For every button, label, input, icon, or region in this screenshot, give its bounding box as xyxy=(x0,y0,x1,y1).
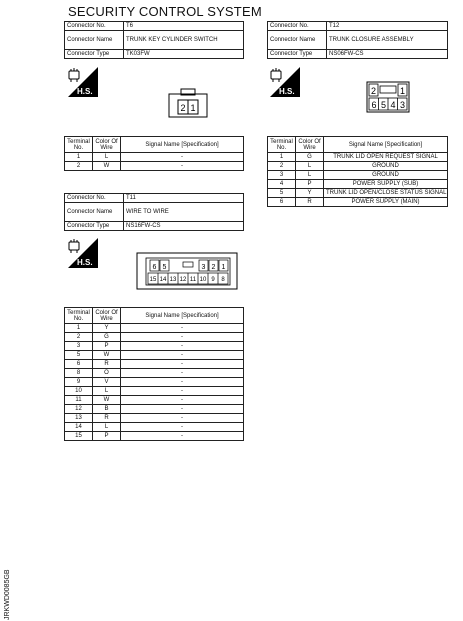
wire-color-cell: Y xyxy=(93,324,121,333)
value-connector-type: TK03FW xyxy=(124,50,244,59)
pin-label: 13 xyxy=(169,277,177,283)
header-terminal: Terminal No. xyxy=(65,137,93,153)
page-title: SECURITY CONTROL SYSTEM xyxy=(68,4,262,19)
table-row xyxy=(65,414,244,423)
wire-color-cell: V xyxy=(93,378,121,387)
header-signal: Signal Name [Specification] xyxy=(324,137,448,153)
harness-side-icon xyxy=(66,236,100,270)
pin-label: 5 xyxy=(162,264,167,271)
signal-cell: - xyxy=(121,405,244,414)
table-row xyxy=(65,387,244,396)
signal-cell: - xyxy=(121,387,244,396)
pin-label: 2 xyxy=(370,86,377,96)
wire-color-cell: L xyxy=(296,171,324,180)
table-row xyxy=(268,171,448,180)
terminal-cell: 2 xyxy=(268,162,296,171)
terminal-cell: 11 xyxy=(65,396,93,405)
pin-label: 8 xyxy=(221,277,225,283)
signal-cell: TRUNK LID OPEN REQUEST SIGNAL xyxy=(324,153,448,162)
pin-label: 3 xyxy=(201,264,206,271)
table-row xyxy=(65,432,244,441)
table-row xyxy=(65,378,244,387)
terminal-cell: 1 xyxy=(65,324,93,333)
table-row xyxy=(65,342,244,351)
pin-label: 6 xyxy=(152,264,157,271)
pin-label: 1 xyxy=(399,86,406,96)
pin-label: 5 xyxy=(380,100,387,110)
connector-face-t12 xyxy=(366,81,410,113)
header-signal: Signal Name [Specification] xyxy=(121,137,244,153)
label-connector-type: Connector Type xyxy=(65,222,124,231)
wire-color-cell: W xyxy=(93,351,121,360)
signal-cell: - xyxy=(121,396,244,405)
value-connector-type: NS16FW-CS xyxy=(124,222,244,231)
terminal-cell: 10 xyxy=(65,387,93,396)
terminal-cell: 2 xyxy=(65,333,93,342)
pin-label: 1 xyxy=(190,103,196,113)
connector-info-t11 xyxy=(64,193,244,231)
table-row xyxy=(65,333,244,342)
header-color: Color Of Wire xyxy=(93,137,121,153)
pin-table-t6 xyxy=(64,136,244,171)
terminal-cell: 15 xyxy=(65,432,93,441)
label-connector-no: Connector No. xyxy=(65,22,124,31)
table-row xyxy=(65,360,244,369)
wire-color-cell: R xyxy=(93,360,121,369)
wire-color-cell: L xyxy=(93,153,121,162)
header-terminal: Terminal No. xyxy=(65,308,93,324)
signal-cell: - xyxy=(121,153,244,162)
wire-color-cell: W xyxy=(93,162,121,171)
wire-color-cell: O xyxy=(93,369,121,378)
hs-label: H.S. xyxy=(279,87,295,96)
label-connector-type: Connector Type xyxy=(65,50,124,59)
terminal-cell: 9 xyxy=(65,378,93,387)
pin-label: 12 xyxy=(179,277,187,283)
signal-cell: - xyxy=(121,369,244,378)
pin-label: 3 xyxy=(399,100,406,110)
wire-color-cell: G xyxy=(296,153,324,162)
terminal-cell: 1 xyxy=(65,153,93,162)
table-row xyxy=(65,162,244,171)
table-row xyxy=(65,351,244,360)
signal-cell: - xyxy=(121,378,244,387)
header-terminal: Terminal No. xyxy=(268,137,296,153)
wire-color-cell: L xyxy=(296,162,324,171)
table-row xyxy=(65,369,244,378)
terminal-cell: 12 xyxy=(65,405,93,414)
terminal-cell: 2 xyxy=(65,162,93,171)
value-connector-name: WIRE TO WIRE xyxy=(124,203,244,222)
value-connector-name: TRUNK CLOSURE ASSEMBLY xyxy=(327,31,448,50)
table-row xyxy=(65,423,244,432)
wire-color-cell: L xyxy=(93,387,121,396)
wire-color-cell: P xyxy=(93,342,121,351)
terminal-cell: 1 xyxy=(268,153,296,162)
pin-label: 15 xyxy=(149,277,157,283)
pin-label: 10 xyxy=(199,277,207,283)
terminal-cell: 4 xyxy=(268,180,296,189)
signal-cell: GROUND xyxy=(324,171,448,180)
terminal-cell: 13 xyxy=(65,414,93,423)
header-color: Color Of Wire xyxy=(93,308,121,324)
table-row xyxy=(268,189,448,198)
terminal-cell: 14 xyxy=(65,423,93,432)
signal-cell: GROUND xyxy=(324,162,448,171)
table-row xyxy=(65,405,244,414)
pin-table-t11 xyxy=(64,307,244,441)
pin-table-t12 xyxy=(267,136,448,207)
harness-side-icon xyxy=(66,65,100,99)
pin-label: 11 xyxy=(189,277,197,283)
terminal-cell: 6 xyxy=(268,198,296,207)
signal-cell: - xyxy=(121,423,244,432)
harness-side-icon xyxy=(268,65,302,99)
label-connector-type: Connector Type xyxy=(268,50,327,59)
connector-info-t6 xyxy=(64,21,244,59)
pin-label: 1 xyxy=(221,264,226,271)
header-color: Color Of Wire xyxy=(296,137,324,153)
wire-color-cell: G xyxy=(93,333,121,342)
wire-color-cell: B xyxy=(93,405,121,414)
table-row xyxy=(268,180,448,189)
signal-cell: - xyxy=(121,324,244,333)
value-connector-type: NS06FW-CS xyxy=(327,50,448,59)
table-row xyxy=(268,153,448,162)
signal-cell: - xyxy=(121,414,244,423)
connector-face-t11 xyxy=(136,252,238,290)
signal-cell: - xyxy=(121,432,244,441)
table-row xyxy=(65,153,244,162)
pin-label: 2 xyxy=(211,264,216,271)
terminal-cell: 6 xyxy=(65,360,93,369)
header-signal: Signal Name [Specification] xyxy=(121,308,244,324)
signal-cell: POWER SUPPLY (SUB) xyxy=(324,180,448,189)
label-connector-name: Connector Name xyxy=(268,31,327,50)
terminal-cell: 3 xyxy=(65,342,93,351)
hs-label: H.S. xyxy=(77,87,93,96)
table-row xyxy=(268,198,448,207)
wire-color-cell: P xyxy=(296,180,324,189)
label-connector-no: Connector No. xyxy=(65,194,124,203)
label-connector-name: Connector Name xyxy=(65,203,124,222)
wire-color-cell: L xyxy=(93,423,121,432)
value-connector-no: T12 xyxy=(327,22,448,31)
signal-cell: - xyxy=(121,342,244,351)
table-row xyxy=(65,324,244,333)
value-connector-no: T11 xyxy=(124,194,244,203)
terminal-cell: 5 xyxy=(268,189,296,198)
terminal-cell: 5 xyxy=(65,351,93,360)
table-row xyxy=(65,396,244,405)
connector-info-t12 xyxy=(267,21,448,59)
signal-cell: - xyxy=(121,333,244,342)
signal-cell: - xyxy=(121,351,244,360)
table-row xyxy=(268,162,448,171)
wire-color-cell: W xyxy=(93,396,121,405)
pin-label: 9 xyxy=(211,277,215,283)
terminal-cell: 3 xyxy=(268,171,296,180)
signal-cell: POWER SUPPLY (MAIN) xyxy=(324,198,448,207)
pin-label: 4 xyxy=(390,100,396,110)
signal-cell: TRUNK LID OPEN/CLOSE STATUS SIGNAL xyxy=(324,189,448,198)
signal-cell: - xyxy=(121,360,244,369)
connector-face-t6 xyxy=(168,88,208,118)
hs-label: H.S. xyxy=(77,258,93,267)
document-code: JRKWD0085GB xyxy=(4,569,11,620)
signal-cell: - xyxy=(121,162,244,171)
wire-color-cell: R xyxy=(93,414,121,423)
pin-label: 6 xyxy=(371,100,377,110)
label-connector-no: Connector No. xyxy=(268,22,327,31)
value-connector-no: T6 xyxy=(124,22,244,31)
label-connector-name: Connector Name xyxy=(65,31,124,50)
terminal-cell: 8 xyxy=(65,369,93,378)
wire-color-cell: P xyxy=(93,432,121,441)
pin-label: 2 xyxy=(180,103,186,113)
wire-color-cell: Y xyxy=(296,189,324,198)
pin-label: 14 xyxy=(159,277,167,283)
wire-color-cell: R xyxy=(296,198,324,207)
value-connector-name: TRUNK KEY CYLINDER SWITCH xyxy=(124,31,244,50)
